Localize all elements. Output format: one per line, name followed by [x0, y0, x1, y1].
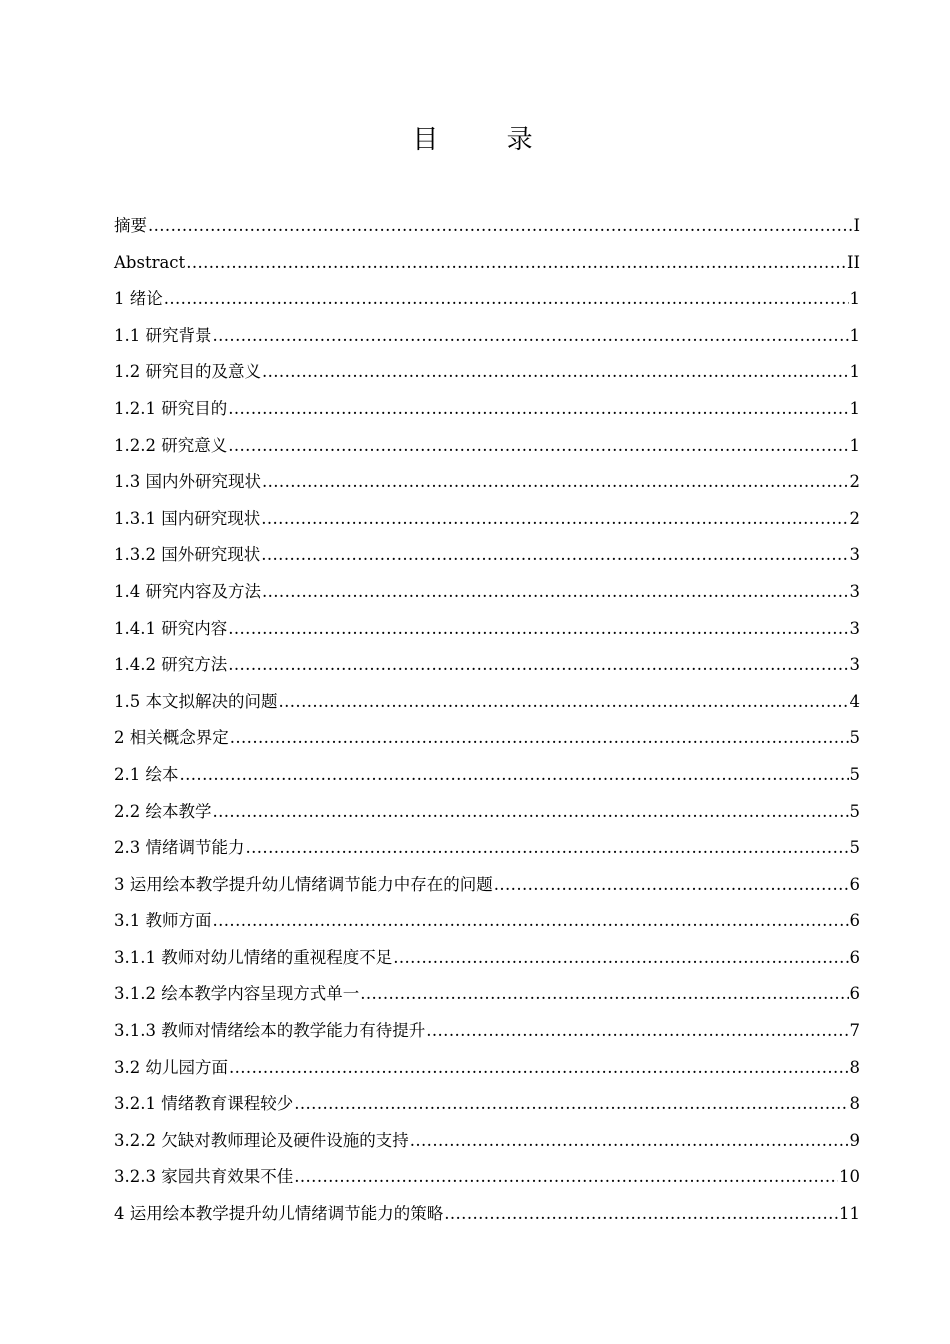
toc-entry-page-number: 1 — [849, 289, 860, 309]
toc-entry-label: 3.2.3 家园共育效果不佳 — [114, 1167, 294, 1187]
toc-entry-page-number: 6 — [849, 874, 860, 894]
toc-entry-page-number: I — [853, 216, 860, 235]
toc-entry[interactable] — [114, 1050, 860, 1087]
toc-entry[interactable] — [114, 391, 860, 428]
dot-leader — [246, 830, 849, 867]
dot-leader — [261, 501, 848, 538]
toc-list — [114, 208, 860, 1233]
toc-entry-page-number: 9 — [849, 1130, 860, 1150]
dot-leader — [228, 611, 848, 648]
toc-entry-page-number: 3 — [849, 581, 860, 601]
dot-leader — [186, 245, 846, 282]
toc-entry-label: 3 运用绘本教学提升幼儿情绪调节能力中存在的问题 — [114, 874, 493, 894]
dot-leader — [261, 537, 848, 574]
page-title: 目 录 — [412, 125, 563, 155]
toc-entry-label: 1 绪论 — [114, 289, 163, 309]
dot-leader — [180, 757, 849, 794]
toc-entry-label: 1.2 研究目的及意义 — [114, 362, 261, 382]
dot-leader — [148, 208, 852, 245]
toc-entry[interactable] — [114, 720, 860, 757]
toc-entry[interactable] — [114, 1013, 860, 1050]
dot-leader — [410, 1123, 849, 1160]
dot-leader — [262, 574, 849, 611]
toc-entry[interactable] — [114, 830, 860, 867]
toc-entry-label: 1.2.2 研究意义 — [114, 435, 228, 455]
toc-entry-label: 1.5 本文拟解决的问题 — [114, 691, 278, 711]
toc-entry-label: 3.1.3 教师对情绪绘本的教学能力有待提升 — [114, 1021, 426, 1041]
dot-leader — [262, 354, 849, 391]
toc-entry-page-number: 1 — [849, 325, 860, 345]
dot-leader — [230, 720, 849, 757]
toc-entry-label: 3.2.2 欠缺对教师理论及硬件设施的支持 — [114, 1130, 409, 1150]
toc-entry[interactable] — [114, 501, 860, 538]
dot-leader — [294, 1159, 838, 1196]
toc-entry[interactable] — [114, 574, 860, 611]
toc-entry[interactable] — [114, 903, 860, 940]
dot-leader — [294, 1086, 848, 1123]
toc-entry[interactable] — [114, 1159, 860, 1196]
toc-entry-page-number: 11 — [839, 1204, 860, 1224]
toc-entry[interactable] — [114, 684, 860, 721]
toc-entry-label: Abstract — [114, 252, 186, 272]
toc-entry[interactable] — [114, 940, 860, 977]
dot-leader — [444, 1196, 838, 1233]
toc-entry-label: 1.4.2 研究方法 — [114, 655, 228, 675]
toc-entry-label: 2.3 情绪调节能力 — [114, 838, 245, 858]
toc-entry-label: 3.2.1 情绪教育课程较少 — [114, 1094, 294, 1114]
toc-entry-label: 2.2 绘本教学 — [114, 801, 212, 821]
dot-leader — [426, 1013, 848, 1050]
toc-entry-page-number: 7 — [849, 1021, 860, 1041]
dot-leader — [393, 940, 848, 977]
toc-entry-page-number: 6 — [849, 947, 860, 967]
toc-entry-page-number: 5 — [849, 728, 860, 748]
dot-leader — [228, 647, 848, 684]
toc-entry[interactable] — [114, 794, 860, 831]
toc-entry-label: 1.3 国内外研究现状 — [114, 472, 261, 492]
toc-entry-page-number: 10 — [839, 1167, 860, 1187]
toc-entry-page-number: 8 — [849, 1057, 860, 1077]
toc-entry-page-number: 8 — [849, 1094, 860, 1114]
dot-leader — [279, 684, 849, 721]
toc-entry-label: 2.1 绘本 — [114, 764, 179, 784]
toc-entry[interactable] — [114, 1196, 860, 1233]
dot-leader — [494, 867, 849, 904]
toc-entry-page-number: 1 — [849, 398, 860, 418]
toc-entry[interactable] — [114, 464, 860, 501]
toc-entry[interactable] — [114, 867, 860, 904]
dot-leader — [360, 976, 848, 1013]
toc-entry-page-number: 3 — [849, 655, 860, 675]
toc-entry-page-number: 3 — [849, 618, 860, 638]
toc-entry-page-number: 1 — [849, 362, 860, 382]
toc-entry-label: 3.1.2 绘本教学内容呈现方式单一 — [114, 984, 360, 1004]
dot-leader — [262, 464, 849, 501]
toc-entry-label: 2 相关概念界定 — [114, 728, 229, 748]
toc-entry-page-number: 6 — [849, 984, 860, 1004]
toc-entry[interactable] — [114, 245, 860, 282]
toc-entry-page-number: 2 — [849, 472, 860, 492]
toc-entry-page-number: 5 — [849, 801, 860, 821]
toc-entry-label: 3.1.1 教师对幼儿情绪的重视程度不足 — [114, 947, 393, 967]
dot-leader — [228, 428, 848, 465]
dot-leader — [213, 794, 849, 831]
dot-leader — [229, 1050, 849, 1087]
toc-entry-page-number: 3 — [849, 545, 860, 565]
toc-entry[interactable] — [114, 281, 860, 318]
toc-entry[interactable] — [114, 318, 860, 355]
toc-entry-page-number: 4 — [849, 691, 860, 711]
toc-entry[interactable] — [114, 757, 860, 794]
toc-entry-label: 1.4 研究内容及方法 — [114, 581, 261, 601]
toc-entry-label: 1.1 研究背景 — [114, 325, 212, 345]
toc-entry[interactable] — [114, 611, 860, 648]
toc-entry-page-number: 1 — [849, 435, 860, 455]
dot-leader — [213, 318, 849, 355]
toc-entry-label: 3.2 幼儿园方面 — [114, 1057, 228, 1077]
toc-entry-label: 4 运用绘本教学提升幼儿情绪调节能力的策略 — [114, 1204, 444, 1224]
toc-entry-label: 1.3.2 国外研究现状 — [114, 545, 261, 565]
toc-entry[interactable] — [114, 208, 860, 245]
toc-entry-label: 3.1 教师方面 — [114, 911, 212, 931]
toc-entry-label: 1.3.1 国内研究现状 — [114, 508, 261, 528]
toc-entry[interactable] — [114, 537, 860, 574]
dot-leader — [228, 391, 848, 428]
toc-entry-label: 摘要 — [114, 216, 147, 235]
toc-entry-page-number: II — [846, 252, 860, 272]
toc-entry[interactable] — [114, 354, 860, 391]
toc-entry-page-number: 5 — [849, 764, 860, 784]
toc-entry-label: 1.2.1 研究目的 — [114, 398, 228, 418]
toc-entry-page-number: 5 — [849, 838, 860, 858]
toc-entry-label: 1.4.1 研究内容 — [114, 618, 228, 638]
dot-leader — [213, 903, 849, 940]
toc-entry[interactable] — [114, 428, 860, 465]
toc-entry[interactable] — [114, 976, 860, 1013]
toc-entry[interactable] — [114, 1123, 860, 1160]
toc-entry[interactable] — [114, 647, 860, 684]
dot-leader — [164, 281, 849, 318]
toc-entry-page-number: 2 — [849, 508, 860, 528]
toc-entry[interactable] — [114, 1086, 860, 1123]
toc-entry-page-number: 6 — [849, 911, 860, 931]
